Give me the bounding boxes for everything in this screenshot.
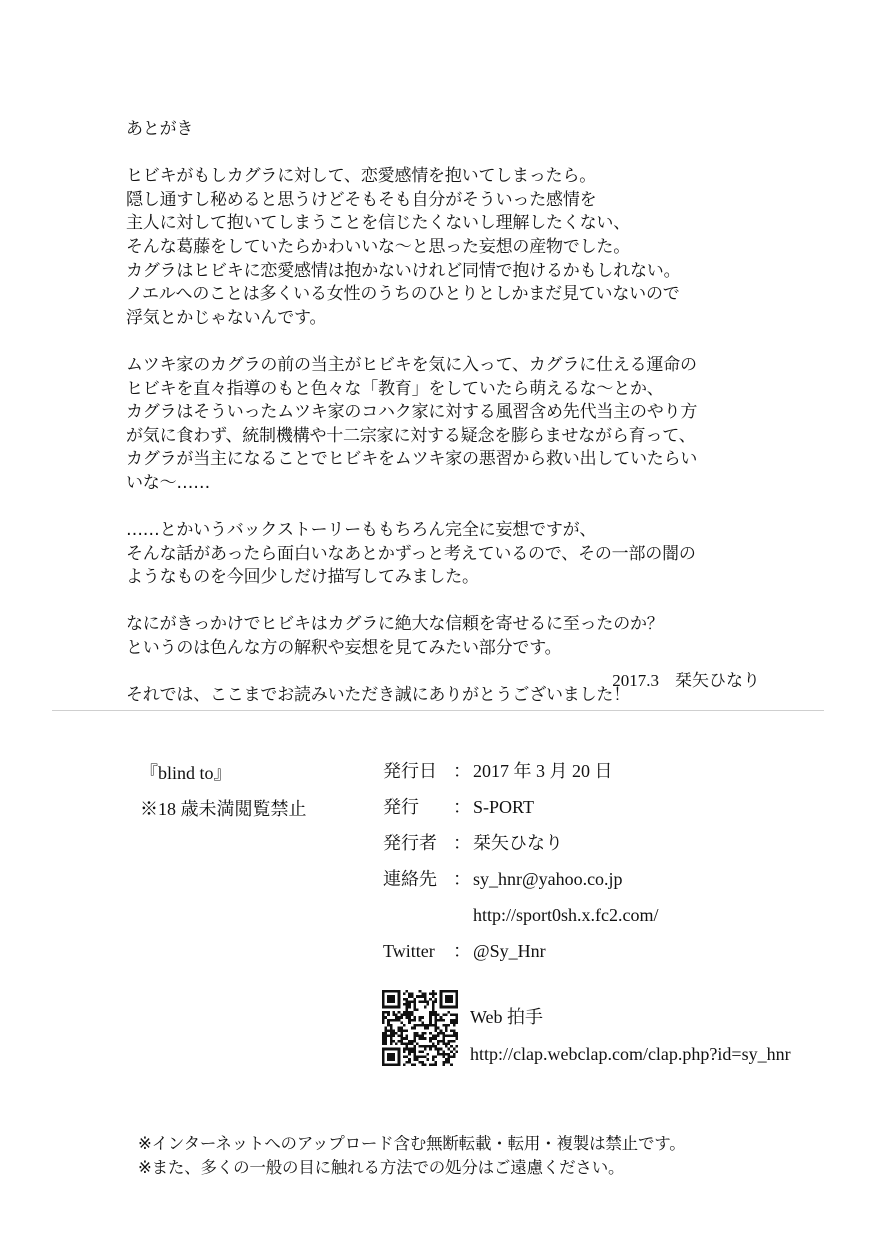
afterword-line: 主人に対して抱いてしまうことを信じたくないし理解したくない、: [126, 213, 630, 234]
colophon-value: S-PORT: [473, 797, 534, 817]
colophon-label: 発行者: [383, 833, 437, 853]
divider: [52, 710, 824, 711]
afterword-line: というのは色んな方の解釈や妄想を見てみたい部分です。: [126, 638, 562, 659]
afterword-line: それでは、ここまでお読みいただき誠にありがとうございました！: [126, 685, 630, 706]
afterword-line: ……とかいうバックストーリーももちろん完全に妄想ですが、: [126, 520, 597, 541]
afterword-line: カグラはヒビキに恋愛感情は抱かないけれど同情で抱けるかもしれない。: [126, 260, 681, 281]
colophon-label: 発行日: [383, 761, 437, 781]
afterword-line: ヒビキがもしカグラに対して、恋愛感情を抱いてしまったら。: [126, 166, 597, 187]
qr-code-icon: [382, 990, 458, 1066]
afterword-line: そんな葛藤をしていたらかわいいな〜と思った妄想の産物でした。: [126, 236, 630, 257]
afterword-heading: あとがき: [126, 119, 194, 139]
afterword-line: そんな話があったら面白いなあとかずっと考えているので、その一部の闇の: [126, 543, 696, 564]
afterword-line: ようなものを今回少しだけ描写してみました。: [126, 567, 479, 588]
notice-line: ※また、多くの一般の目に触れる方法での処分はご遠慮ください。: [138, 1158, 625, 1177]
notice-line: ※インターネットへのアップロード含む無断転載・転用・複製は禁止です。: [138, 1134, 686, 1153]
age-rating: ※18 歳未満閲覧禁止: [140, 799, 307, 819]
afterword-line: カグラが当主になることでヒビキをムツキ家の悪習から救い出していたらい: [126, 449, 698, 470]
colophon-colon: ：: [453, 761, 471, 781]
afterword-line: ヒビキを直々指導のもと色々な「教育」をしていたら萌えるな〜とか、: [126, 378, 664, 399]
colophon-value: 栞矢ひなり: [473, 833, 563, 853]
colophon-row-publisher: [383, 789, 658, 825]
colophon-row-website: [383, 897, 658, 933]
colophon-colon: ：: [453, 941, 471, 961]
colophon-colon: ：: [453, 833, 471, 853]
afterword-line: カグラはそういったムツキ家のコハク家に対する風習含め先代当主のやり方: [126, 402, 698, 423]
colophon-label: Twitter: [383, 941, 435, 961]
webclap-link[interactable]: http://clap.webclap.com/clap.php?id=sy_hnr: [470, 1044, 791, 1064]
notice: [138, 1132, 686, 1180]
colophon-info: [383, 753, 658, 969]
signature-name: 栞矢ひなり: [675, 671, 760, 690]
website-link[interactable]: http://sport0sh.x.fc2.com/: [473, 905, 659, 925]
twitter-handle[interactable]: @Sy_Hnr: [473, 941, 546, 961]
afterword-line: ムツキ家のカグラの前の当主がヒビキを気に入って、カグラに仕える運命の: [126, 354, 697, 375]
colophon-value: 2017 年 3 月 20 日: [473, 761, 613, 781]
afterword-line: 浮気とかじゃないんです。: [126, 307, 327, 328]
colophon-row-contact: [383, 861, 658, 897]
colophon-row-issue-date: [383, 753, 658, 789]
afterword-line: ノエルへのことは多くいる女性のうちのひとりとしかまだ見ていないので: [126, 284, 680, 305]
webclap-label: Web 拍手: [470, 1007, 544, 1027]
contact-email[interactable]: sy_hnr@yahoo.co.jp: [473, 869, 623, 889]
afterword-line: 隠し通すし秘めると思うけどそもそも自分がそういった感情を: [126, 189, 597, 210]
colophon-label: 発行: [383, 797, 419, 817]
colophon-colon: ：: [453, 797, 471, 817]
colophon-row-twitter: [383, 933, 658, 969]
afterword: [126, 118, 806, 708]
colophon-left: [140, 755, 307, 827]
book-title: 『blind to』: [140, 763, 232, 783]
afterword-line: なにがきっかけでヒビキはカグラに絶大な信頼を寄せるに至ったのか？: [126, 614, 664, 635]
afterword-line: が気に食わず、統制機構や十二宗家に対する疑念を膨らませながら育って、: [126, 425, 696, 446]
signature-date: 2017.3: [612, 671, 659, 690]
colophon-colon: ：: [453, 869, 471, 889]
colophon-label: 連絡先: [383, 869, 437, 889]
signature: [560, 666, 760, 691]
webclap: [470, 1000, 791, 1068]
colophon-row-author: [383, 825, 658, 861]
afterword-line: いな〜……: [126, 472, 210, 493]
